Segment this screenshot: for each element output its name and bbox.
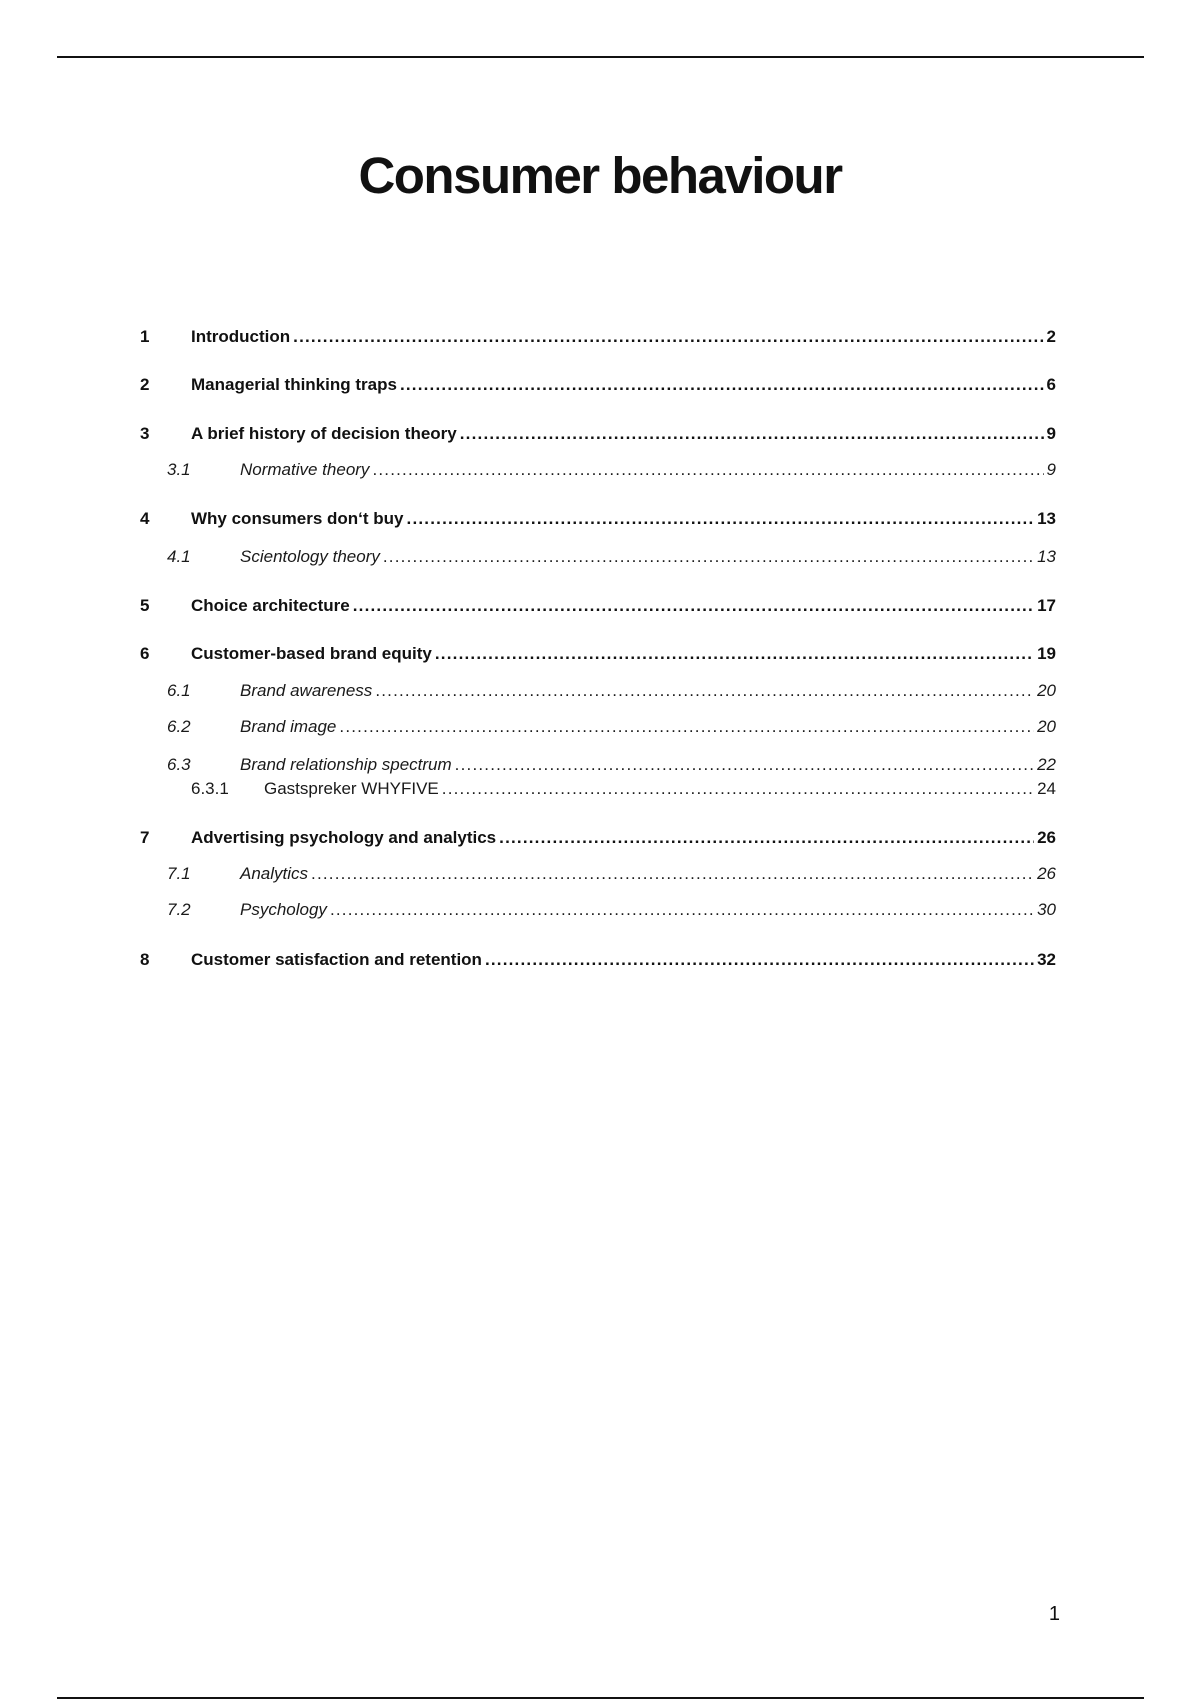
toc-dot-leader <box>485 948 1034 972</box>
toc-entry-number: 6.2 <box>167 717 191 736</box>
toc-dot-leader <box>330 898 1034 922</box>
toc-entry-number: 7.2 <box>167 900 191 919</box>
toc-entry-title: Brand relationship spectrum <box>240 755 452 774</box>
toc-entry-page: 20 <box>1037 717 1056 736</box>
toc-entry-page: 9 <box>1046 424 1056 443</box>
toc-entry-page: 2 <box>1046 327 1056 346</box>
toc-dot-leader <box>400 373 1044 397</box>
toc-dot-leader <box>383 545 1034 569</box>
toc-entry-page: 32 <box>1037 950 1056 969</box>
toc-entry-2[interactable] <box>140 373 1056 397</box>
toc-entry-7-1[interactable] <box>140 862 1056 886</box>
toc-entry-title: Normative theory <box>240 460 370 479</box>
toc-entry-3[interactable] <box>140 422 1056 446</box>
toc-entry-6-3[interactable] <box>140 753 1056 777</box>
toc-entry-page: 19 <box>1037 644 1056 663</box>
toc-entry-page: 6 <box>1046 375 1056 394</box>
toc-entry-title: A brief history of decision theory <box>191 424 457 443</box>
toc-entry-1[interactable] <box>140 325 1056 349</box>
toc-entry-8[interactable] <box>140 948 1056 972</box>
toc-entry-number: 7 <box>140 828 150 847</box>
toc-entry-title: Psychology <box>240 900 327 919</box>
toc-entry-4-1[interactable] <box>140 545 1056 569</box>
toc-entry-3-1[interactable] <box>140 458 1056 482</box>
footer-rule <box>57 1697 1144 1699</box>
toc-entry-page: 26 <box>1037 864 1056 883</box>
toc-dot-leader <box>407 507 1035 531</box>
toc-entry-5[interactable] <box>140 594 1056 618</box>
toc-dot-leader <box>339 715 1034 739</box>
toc-dot-leader <box>375 679 1034 703</box>
toc-entry-page: 17 <box>1037 596 1056 615</box>
toc-entry-title: Brand awareness <box>240 681 373 700</box>
toc-entry-page: 24 <box>1037 779 1056 798</box>
toc-entry-title: Gastspreker WHYFIVE <box>264 779 439 798</box>
toc-entry-title: Customer satisfaction and retention <box>191 950 482 969</box>
toc-entry-page: 26 <box>1037 828 1056 847</box>
toc-entry-title: Brand image <box>240 717 337 736</box>
toc-entry-page: 13 <box>1037 509 1056 528</box>
toc-entry-4[interactable] <box>140 507 1056 531</box>
toc-entry-page: 9 <box>1046 460 1056 479</box>
toc-entry-7-2[interactable] <box>140 898 1056 922</box>
toc-entry-title: Introduction <box>191 327 291 346</box>
toc-entry-6[interactable] <box>140 642 1056 666</box>
toc-dot-leader <box>293 325 1043 349</box>
toc-entry-6-3-1[interactable] <box>140 777 1056 801</box>
document-title: Consumer behaviour <box>358 147 842 204</box>
toc-entry-title: Choice architecture <box>191 596 350 615</box>
page-number: 1 <box>1048 1603 1060 1625</box>
toc-entry-number: 8 <box>140 950 150 969</box>
toc-entry-title: Customer-based brand equity <box>191 644 432 663</box>
toc-dot-leader <box>460 422 1044 446</box>
toc-dot-leader <box>311 862 1034 886</box>
toc-entry-number: 6.3 <box>167 755 191 774</box>
toc-entry-page: 20 <box>1037 681 1056 700</box>
toc-entry-number: 7.1 <box>167 864 191 883</box>
toc-entry-title: Analytics <box>240 864 309 883</box>
toc-entry-number: 2 <box>140 375 150 394</box>
toc-dot-leader <box>353 594 1034 618</box>
toc-entry-title: Scientology theory <box>240 547 380 566</box>
toc-dot-leader <box>372 458 1043 482</box>
toc-entry-title: Why consumers don‘t buy <box>191 509 404 528</box>
toc-entry-number: 1 <box>140 327 150 346</box>
toc-entry-6-2[interactable] <box>140 715 1056 739</box>
toc-entry-page: 30 <box>1037 900 1056 919</box>
toc-dot-leader <box>499 826 1034 850</box>
toc-entry-number: 4.1 <box>167 547 191 566</box>
toc-entry-number: 6.1 <box>167 681 191 700</box>
toc-dot-leader <box>435 642 1034 666</box>
toc-entry-6-1[interactable] <box>140 679 1056 703</box>
toc-entry-title: Managerial thinking traps <box>191 375 397 394</box>
toc-entry-number: 5 <box>140 596 150 615</box>
toc-entry-title: Advertising psychology and analytics <box>191 828 497 847</box>
toc-entry-7[interactable] <box>140 826 1056 850</box>
toc-entry-page: 22 <box>1037 755 1056 774</box>
toc-dot-leader <box>442 777 1034 801</box>
toc-entry-number: 3 <box>140 424 150 443</box>
toc-entry-number: 4 <box>140 509 150 528</box>
toc-entry-number: 6.3.1 <box>191 779 229 798</box>
toc-dot-leader <box>455 753 1034 777</box>
toc-entry-number: 3.1 <box>167 460 191 479</box>
toc-entry-page: 13 <box>1037 547 1056 566</box>
toc-entry-number: 6 <box>140 644 150 663</box>
